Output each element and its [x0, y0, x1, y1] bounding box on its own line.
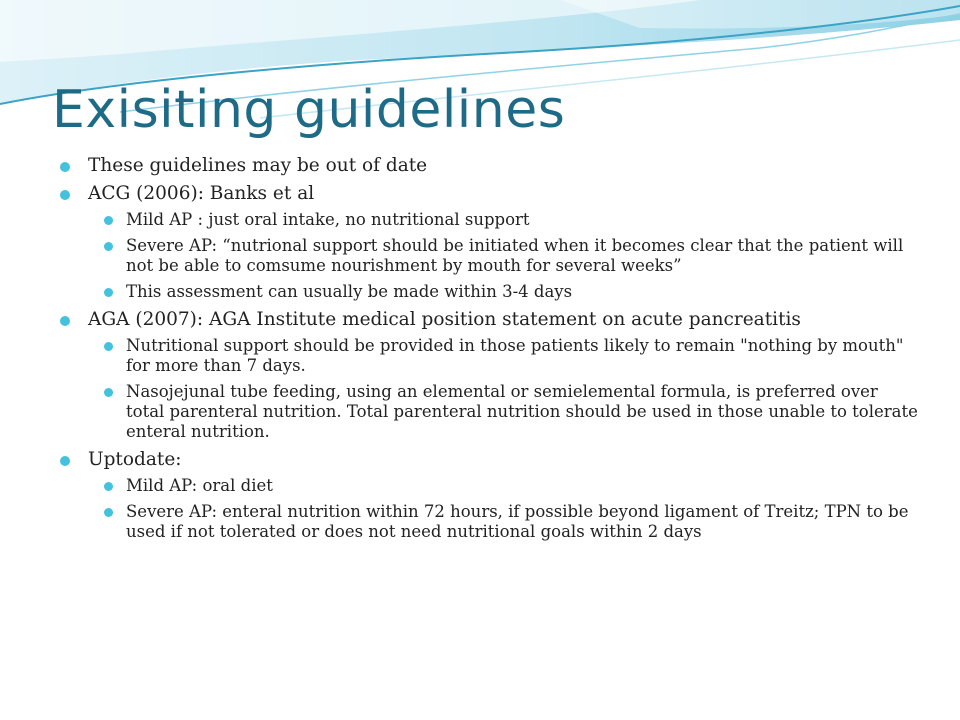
bullet-dot-icon [60, 456, 70, 466]
sub-bullet-item [60, 282, 920, 302]
bullet-text: These guidelines may be out of date [88, 155, 428, 176]
bullet-item [60, 448, 920, 471]
bullet-dot-icon [104, 242, 113, 251]
sub-bullet-item [60, 336, 920, 376]
bullet-item [60, 182, 920, 205]
sub-bullet-text: Severe AP: enteral nutrition within 72 hours, if possible beyond ligament of Treitz; TPN to be used if not tolerated or does not need nutritional goals within 2 days [126, 502, 909, 541]
sub-bullet-text: Nutritional support should be provided in those patients likely to remain "nothing by mouth" for more than 7 days. [126, 336, 904, 375]
bullet-dot-icon [104, 508, 113, 517]
bullet-dot-icon [104, 216, 113, 225]
bullet-dot-icon [104, 342, 113, 351]
sub-bullet-text: Mild AP : just oral intake, no nutritional support [126, 210, 530, 229]
bullet-text: ACG (2006): Banks et al [88, 183, 315, 204]
bullet-text: AGA (2007): AGA Institute medical position statement on acute pancreatitis [88, 309, 801, 330]
sub-bullet-item [60, 476, 920, 496]
bullet-dot-icon [60, 162, 70, 172]
bullet-dot-icon [104, 388, 113, 397]
bullet-dot-icon [104, 288, 113, 297]
sub-bullet-item [60, 502, 920, 542]
sub-bullet-text: This assessment can usually be made within 3-4 days [126, 282, 573, 301]
bullet-list [60, 154, 920, 548]
sub-bullet-item [60, 210, 920, 230]
bullet-item [60, 154, 920, 177]
bullet-dot-icon [104, 482, 113, 491]
sub-bullet-text: Mild AP: oral diet [126, 476, 273, 495]
bullet-dot-icon [60, 190, 70, 200]
bullet-item [60, 308, 920, 331]
sub-bullet-text: Severe AP: “nutrional support should be initiated when it becomes clear that the patient will not be able to comsume nourishment by mouth for several weeks” [126, 236, 904, 275]
bullet-text: Uptodate: [88, 449, 182, 470]
sub-bullet-text: Nasojejunal tube feeding, using an elemental or semielemental formula, is preferred over total parenteral nutrition. Total parenteral nutrition should be used in those unable to tolerate enteral nutrition. [126, 382, 918, 441]
slide-title: Exisiting guidelines [52, 80, 566, 140]
bullet-dot-icon [60, 316, 70, 326]
sub-bullet-item [60, 236, 920, 276]
sub-bullet-item [60, 382, 920, 442]
